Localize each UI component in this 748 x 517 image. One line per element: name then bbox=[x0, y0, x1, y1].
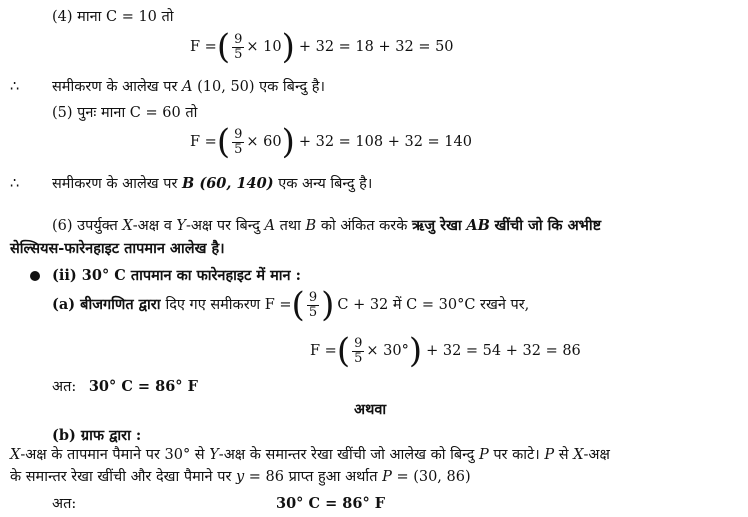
method-b-line-1: X-अक्ष के तापमान पैमाने पर 30° से Y-अक्ष के समान्तर रेखा खींची जो आलेख को बिन्दु P पर काटे। P से X-अक्ष bbox=[10, 447, 610, 463]
equation-3: F = ( $\frac{9}{5}$ × 30° ) + 32 = 54 + 32 = 86 bbox=[310, 331, 581, 371]
or-divider: अथवा bbox=[354, 401, 387, 418]
point-a-statement: समीकरण के आलेख पर A (10, 50) एक बिन्दु है। bbox=[52, 79, 325, 95]
equation-2: F = ( $\frac{9}{5}$ × 60 ) + 32 = 108 + 32 = 140 bbox=[190, 122, 472, 162]
bullet-icon bbox=[30, 271, 40, 281]
fraction: $\frac{9}{5}$ bbox=[234, 31, 243, 62]
result-a: अत: 30° C = 86° F bbox=[52, 378, 198, 395]
step-4-line: (4) माना C = 10 तो bbox=[52, 9, 174, 25]
equation-1: F = ( $\frac{9}{5}$ × 10 ) + 32 = 18 + 32 = 50 bbox=[190, 27, 454, 67]
therefore-symbol: ∴ bbox=[10, 176, 20, 192]
step-6-conclusion: सेल्सियस-फारेनहाइट तापमान आलेख है। bbox=[10, 240, 225, 257]
step-5-line: (5) पुनः माना C = 60 तो bbox=[52, 105, 198, 121]
therefore-symbol: ∴ bbox=[10, 79, 20, 95]
point-b-statement: समीकरण के आलेख पर B (60, 140) एक अन्य बिन्दु है। bbox=[52, 175, 373, 192]
result-b-label: अत: bbox=[52, 496, 77, 512]
section-ii-heading: (ii) 30° C तापमान का फारेनहाइट में मान : bbox=[52, 267, 302, 284]
method-a-line: (a) बीजगणित द्वारा दिए गए समीकरण F = ( $\frac{9}{5}$ ) C + 32 में C = 30°C रखने पर, bbox=[52, 285, 530, 325]
method-b-heading: (b) ग्राफ द्वारा : bbox=[52, 427, 142, 444]
open-paren: ( bbox=[216, 27, 231, 67]
step-6-line: (6) उपर्युक्त X-अक्ष व Y-अक्ष पर बिन्दु A तथा B को अंकित करके ऋजु रेखा AB खींची जो कि अभीष्ट bbox=[52, 217, 602, 234]
result-b: 30° C = 86° F bbox=[276, 495, 386, 512]
method-b-line-2: के समान्तर रेखा खींची और देखा पैमाने पर y = 86 प्राप्त हुआ अर्थात P = (30, 86) bbox=[10, 469, 471, 485]
close-paren: ) bbox=[281, 27, 295, 67]
